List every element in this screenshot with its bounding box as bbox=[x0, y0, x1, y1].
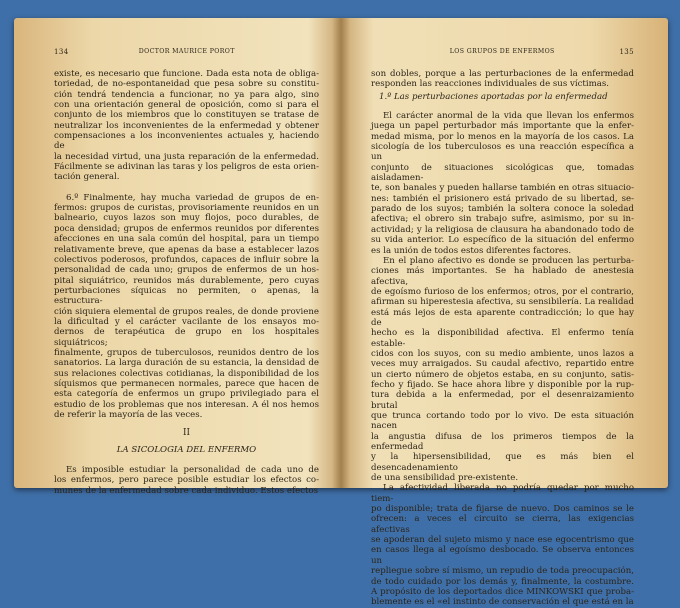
text-line: veces muy arraigados. Su caudal afectivo, repartido entre bbox=[371, 359, 634, 370]
text-line: un cierto número de objetos estaba, en su conjunto, satis- bbox=[371, 369, 634, 380]
left-running-head-text: DOCTOR MAURICE POROT bbox=[138, 48, 235, 55]
text-line: de una sensibilidad pre-existente. bbox=[371, 473, 519, 484]
text-line: Fácilmente se adivinan las taras y los peligros de esta orien- bbox=[54, 162, 319, 173]
right-paragraph-4 bbox=[371, 483, 634, 607]
text-line: son dobles, porque a las perturbaciones de la enfermedad bbox=[371, 69, 634, 79]
text-line: conjunto de situaciones sicológicas que, tomadas aisladamen- bbox=[371, 162, 634, 184]
text-line: ofrecen: a veces el circuito se cierra, las exigencias afectivas bbox=[371, 514, 634, 535]
text-line: personalidad de cada uno; grupos de enfermos de un hos- bbox=[54, 265, 319, 276]
right-page bbox=[341, 18, 668, 608]
left-paragraph-2 bbox=[54, 193, 319, 421]
text-line: la necesidad virtud, una justa reparación de la enfermedad. bbox=[54, 151, 319, 162]
text-line: repliegue sobre sí mismo, un repudio de toda preocupación, bbox=[371, 566, 634, 577]
left-running-head bbox=[54, 48, 319, 56]
text-line: perturbaciones síquicas no permiten, o apenas, la estructura- bbox=[54, 285, 319, 307]
text-line: El carácter anormal de la vida que llevan los enfermos bbox=[383, 111, 634, 122]
text-line: responden las reacciones individuales de sus víctimas. bbox=[371, 79, 610, 90]
text-line: ciones más importantes. Se ha hablado de anestesia afectiva, bbox=[371, 266, 634, 287]
text-line: Es imposible estudiar la personalidad de cada uno de bbox=[66, 465, 319, 476]
text-line: juega un papel perturbador más importante que la enfer- bbox=[371, 121, 634, 132]
text-line: afecciones en una sala común del hospital, para un tiempo bbox=[54, 234, 319, 245]
text-line: relativamente breve, que apenas da base a establecer lazos bbox=[54, 244, 319, 255]
text-line: tura debida a la enfermedad, por el desenraizamiento brutal bbox=[371, 390, 634, 411]
text-line: sicología de los tuberculosos es una reacción específica a un bbox=[371, 142, 634, 163]
left-page-number: 134 bbox=[54, 48, 69, 56]
text-line: estudio de los problemas que nos interesan. A él nos hemos bbox=[54, 399, 319, 410]
section-title: LA SICOLOGIA DEL ENFERMO bbox=[116, 444, 257, 455]
left-page bbox=[14, 18, 341, 496]
text-line: balneario, cuyos lazos son muy flojos, poco durables, de bbox=[54, 213, 319, 224]
text-line: la dificultad y el carácter vacilante de los ensayos mo- bbox=[54, 316, 319, 327]
text-line: ción siquiera elemental de grupos reales, de donde proviene bbox=[54, 306, 319, 317]
right-paragraph-2 bbox=[371, 111, 634, 256]
text-line: En el plano afectivo es donde se producen las perturba- bbox=[383, 255, 634, 266]
text-line: se apoderan del sujeto mismo y nace ese egocentrismo que bbox=[371, 535, 634, 546]
text-line: La afectividad liberada no podría quedar por mucho tiem- bbox=[371, 483, 634, 504]
text-line: fecho y fijado. Se hace ahora libre y disponible por la rup- bbox=[371, 379, 634, 390]
text-line: nes: también el prisionero está privado de su libertad, se- bbox=[371, 193, 634, 204]
text-line: hecho es la disponibilidad afectiva. El enfermo tenía estable- bbox=[371, 328, 634, 349]
text-line: existe, es necesario que funcione. Dada esta nota de obliga- bbox=[54, 69, 319, 79]
text-line: colectivos poderosos, profundos, capaces de influir sobre la bbox=[54, 254, 319, 265]
text-line: afirman su hiperestesia afectiva, su sensibilería. La realidad bbox=[371, 297, 634, 308]
text-line: toriedad, de no-espontaneidad que pesa sobre su constitu- bbox=[54, 79, 319, 90]
text-line: con una orientación general de oposición, como si para el bbox=[54, 100, 319, 111]
text-line: finalmente, grupos de tuberculosos, reunidos dentro de los bbox=[54, 347, 319, 358]
text-line: tación general. bbox=[54, 172, 120, 183]
text-line: afectiva; el obrero sin trabajo sufre, asimismo, por su in- bbox=[371, 214, 634, 225]
text-line: sanatorios. La larga duración de su estancia, la densidad de bbox=[54, 358, 319, 369]
text-line: medad misma, por lo menos en la mayoría de los casos. La bbox=[371, 131, 634, 142]
text-line: de egoísmo furioso de los enfermos; otros, por el contrario, bbox=[371, 286, 634, 297]
text-line: parado de los suyos; también la soltera conoce la soledad bbox=[371, 204, 634, 215]
subsection-title: 1.º Las perturbaciones aportadas por la enfermedad bbox=[379, 91, 608, 102]
section-number: II bbox=[183, 428, 190, 439]
text-line: síquismos que permanecen normales, parece que hacen de bbox=[54, 378, 319, 389]
text-line: esta categoría de enfermos un grupo privilegiado para el bbox=[54, 389, 319, 400]
right-paragraph-1 bbox=[371, 69, 634, 90]
right-paragraph-3 bbox=[371, 256, 634, 484]
right-running-head bbox=[371, 48, 634, 56]
text-line: su vida anterior. Lo específico de la situación del enfermo bbox=[371, 235, 634, 246]
open-book bbox=[14, 18, 668, 608]
text-line: que trunca cortando todo por lo vivo. De esta situación nacen bbox=[371, 411, 634, 432]
text-line: cidos con los suyos, con su medio ambiente, unos lazos a bbox=[371, 348, 634, 359]
text-line: es la unión de todos estos diferentes factores. bbox=[371, 245, 572, 256]
text-line: fermos: grupos de curistas, provisoriamente reunidos en un bbox=[54, 203, 319, 214]
right-page-text bbox=[371, 69, 634, 608]
text-line: po disponible; trata de fijarse de nuevo. Dos caminos se le bbox=[371, 504, 634, 515]
text-line: los enfermos, pero parece posible estudiar los efectos co- bbox=[54, 475, 319, 486]
text-line: de referir la mayoría de las veces. bbox=[54, 410, 203, 420]
text-line: ción tendrá tendencia a funcionar, no ya para algo, sino bbox=[54, 89, 319, 100]
text-line: y la hipersensibilidad, que es más bien el desencadenamiento bbox=[371, 452, 634, 473]
text-line: compensaciones a los inconvenientes actuales y, haciendo de bbox=[54, 131, 319, 152]
text-line: pital siquiátrico, reunidos más durablemente, pero cuyas bbox=[54, 275, 319, 286]
text-line: A propósito de los deportados dice MINKOWSKI que proba- bbox=[371, 586, 634, 597]
text-line: poca densidad; grupos de enfermos reunidos por diferentes bbox=[54, 223, 319, 234]
right-page-number: 135 bbox=[619, 48, 634, 56]
text-line: sus relaciones colectivas cotidianas, la disponibilidad de los bbox=[54, 368, 319, 379]
text-line: está más lejos de esta aparente contradicción; lo que hay de bbox=[371, 307, 634, 328]
text-line: conjunto de los miembros que lo constituyen se tratase de bbox=[54, 110, 319, 121]
text-line: la angustia difusa de los primeros tiempos de la enfermedad bbox=[371, 431, 634, 453]
text-line: actividad; y la religiosa de clausura ha abandonado todo de bbox=[371, 224, 634, 235]
right-running-head-text: LOS GRUPOS DE ENFERMOS bbox=[449, 48, 555, 55]
text-line: blemente es el «el instinto de conservación el que está en la bbox=[371, 597, 634, 608]
text-line: te, son banales y pueden hallarse también en otras situacio- bbox=[371, 183, 634, 194]
left-paragraph-3 bbox=[54, 465, 319, 496]
text-line: en casos llega al egoísmo desbocado. Se observa entonces un bbox=[371, 545, 634, 566]
text-line: munes de la enfermedad sobre cada individuo. Estos efectos bbox=[54, 485, 319, 496]
text-line: de todo cuidado por los demás y, finalmente, la costumbre. bbox=[371, 576, 634, 587]
left-page-text bbox=[54, 69, 319, 496]
left-paragraph-1 bbox=[54, 69, 319, 183]
text-line: neutralizar los inconvenientes de la enfermedad y obtener bbox=[54, 120, 319, 131]
text-line: dernos de terapéutica de grupo en los hospitales siquiátricos; bbox=[54, 327, 319, 348]
text-line: 6.º Finalmente, hay mucha variedad de grupos de en- bbox=[66, 192, 319, 203]
